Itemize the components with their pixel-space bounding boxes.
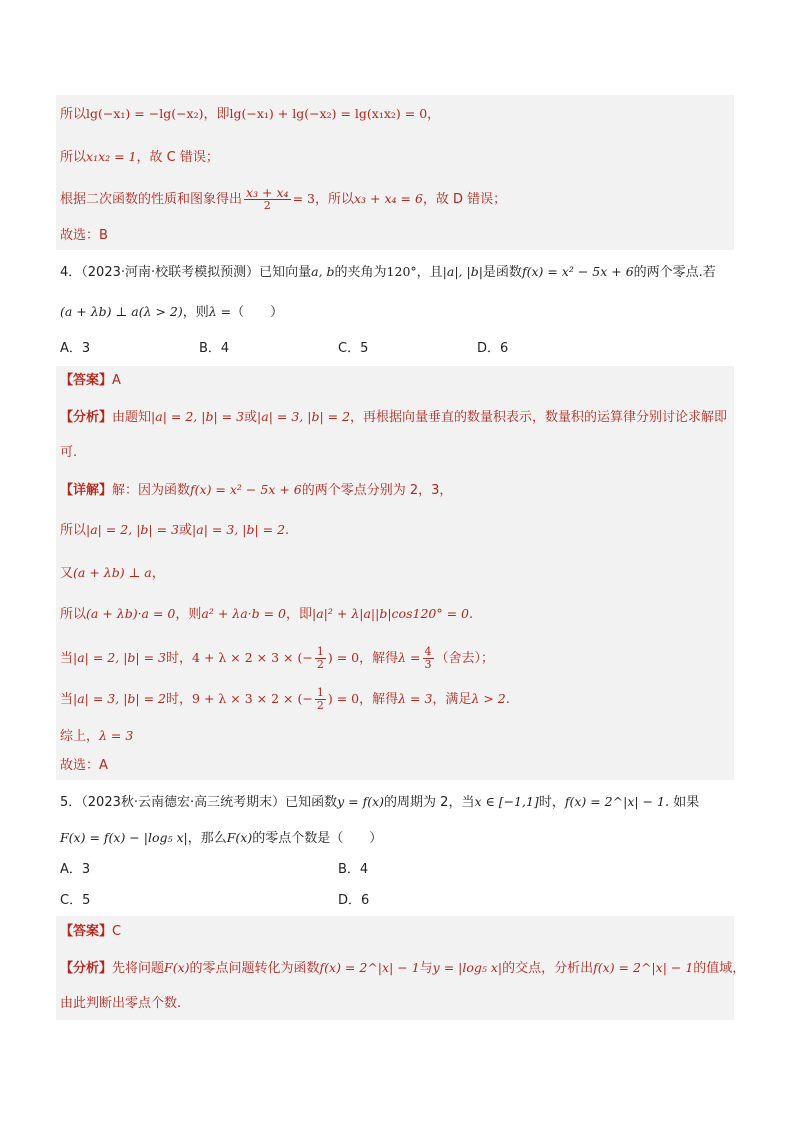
fraction: $\frac{1}{2}$ <box>316 645 324 671</box>
option-b: B．4 <box>338 862 369 877</box>
detail-line: 【详解】解：因为函数f(x) = x² − 5x + 6的两个零点分别为 2，3， <box>60 482 453 498</box>
solution-line: 根据二次函数的性质和图象得出 $\frac{\text{x₃ + x₄}}{2}$ = 3，所以x₃ + x₄ = 6，故 D 错误； <box>60 185 507 212</box>
analysis-line: 【分析】由题知|a| = 2, |b| = 3或|a| = 3, |b| = 2，再根据向量垂直的数量积表示，数量积的运算律分别讨论求解即 <box>60 409 728 425</box>
analysis-line: 【分析】先将问题F(x)的零点问题转化为函数f(x) = 2^|x| − 1与y = |log₅ x|的交点，分析出f(x) = 2^|x| − 1的值域， <box>60 960 746 976</box>
fraction: $\frac{1}{2}$ <box>316 686 324 712</box>
option-a: A．3 <box>60 341 91 356</box>
analysis-line: 可. <box>60 445 78 460</box>
fraction: $\frac{4}{3}$ <box>424 645 432 671</box>
fraction: $\frac{\text{x₃ + x₄}}{2}$ <box>246 185 289 212</box>
solution-line: 故选：B <box>60 228 108 243</box>
question-stem: (a + λb) ⊥ a(λ > 2)，则λ =（ ） <box>60 304 284 320</box>
option-d: D．6 <box>338 893 370 908</box>
option-c: C．5 <box>338 341 369 356</box>
option-b: B．4 <box>199 341 230 356</box>
question-stem: 5．（2023秋·云南德宏·高三统考期末）已知函数y = f(x)的周期为 2，当x ∈ [−1,1]时，f(x) = 2^|x| − 1. 如果 <box>60 794 700 810</box>
detail-line: 当|a| = 3, |b| = 2时，9 + λ × 3 × 2 × (− $\frac{1}{2}$ ) = 0，解得λ = 3，满足λ > 2. <box>60 686 510 712</box>
option-a: A．3 <box>60 862 91 877</box>
detail-line: 所以(a + λb)·a = 0，则a² + λa·b = 0，即|a|² + λ|a||b|cos120° = 0. <box>60 606 474 622</box>
detail-line: 当|a| = 2, |b| = 3时，4 + λ × 2 × 3 × (− $\frac{1}{2}$ ) = 0，解得λ = $\frac{4}{3}$ （舍去）； <box>60 645 495 671</box>
detail-line: 综上，λ = 3 <box>60 728 134 744</box>
analysis-line: 由此判断出零点个数. <box>60 996 182 1011</box>
answer-line: 【答案】C <box>60 924 122 939</box>
answer-line: 【答案】A <box>60 373 121 388</box>
detail-line: 所以|a| = 2, |b| = 3或|a| = 3, |b| = 2. <box>60 522 290 538</box>
option-c: C．5 <box>60 893 91 908</box>
question-stem: 4．（2023·河南·校联考模拟预测）已知向量a, b的夹角为120°，且|a|, |b|是函数f(x) = x² − 5x + 6的两个零点.若 <box>60 264 716 280</box>
detail-line: 故选：A <box>60 758 108 773</box>
detail-line: 又(a + λb) ⊥ a， <box>60 565 165 581</box>
option-d: D．6 <box>477 341 509 356</box>
solution-line: 所以lg(−x₁) = −lg(−x₂)，即lg(−x₁) + lg(−x₂) = lg(x₁x₂) = 0， <box>60 106 441 122</box>
question-stem: F(x) = f(x) − |log₅ x|，那么F(x)的零点个数是（ ） <box>60 830 383 846</box>
solution-line: 所以x₁x₂ = 1，故 C 错误； <box>60 149 219 165</box>
